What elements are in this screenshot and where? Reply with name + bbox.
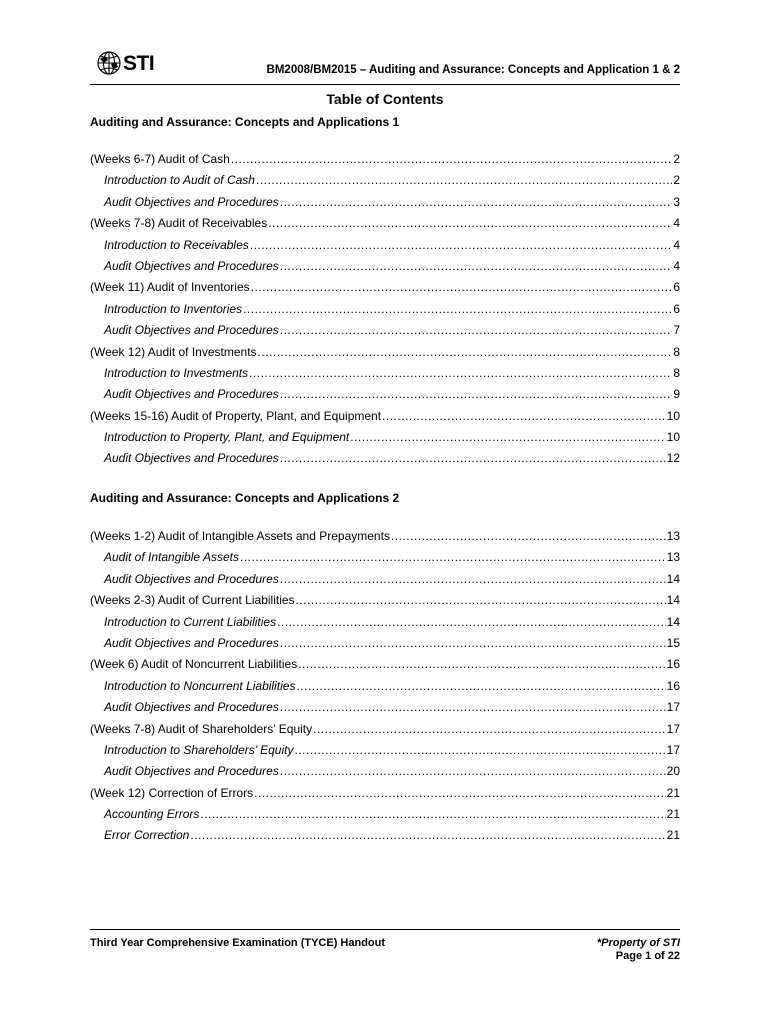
toc-leader-dots <box>280 450 666 466</box>
toc-leader-dots <box>258 344 673 360</box>
footer-handout-title: Third Year Comprehensive Examination (TYCE) Handout <box>90 937 386 949</box>
toc-page-number: 17 <box>666 721 680 736</box>
toc-page-number: 15 <box>666 635 680 650</box>
toc-entry-text: Introduction to Receivables <box>104 237 249 252</box>
toc-entry-text: Audit Objectives and Procedures <box>104 635 279 650</box>
toc-entry-text: Audit Objectives and Procedures <box>104 571 279 586</box>
toc-entry[interactable] <box>90 528 680 549</box>
footer-property: *Property of STI <box>596 937 680 949</box>
toc-entry[interactable] <box>90 408 680 429</box>
toc-leader-dots <box>280 322 673 338</box>
toc-subentry[interactable] <box>90 571 680 592</box>
toc-leader-dots <box>251 279 673 295</box>
toc-page-number: 14 <box>666 593 680 608</box>
toc-leader-dots <box>296 678 665 694</box>
toc-leader-dots <box>298 656 665 672</box>
toc-entry-text: (Week 12) Correction of Errors <box>90 785 254 800</box>
toc-leader-dots <box>190 827 665 843</box>
header-divider <box>90 84 680 85</box>
toc-subentry[interactable] <box>90 194 680 215</box>
toc-subentry[interactable] <box>90 678 680 699</box>
toc-page-number: 20 <box>666 764 680 779</box>
toc-subentry[interactable] <box>90 258 680 279</box>
toc-leader-dots <box>268 215 672 231</box>
toc-leader-dots <box>391 528 666 544</box>
toc-entry-text: (Weeks 1-2) Audit of Intangible Assets and Prepayments <box>90 529 390 543</box>
toc-leader-dots <box>280 194 673 210</box>
toc-subentry[interactable] <box>90 172 680 193</box>
toc-entry[interactable] <box>90 592 680 613</box>
toc-page-number: 17 <box>666 700 680 715</box>
toc-subentry[interactable] <box>90 827 680 848</box>
toc-leader-dots <box>382 408 666 424</box>
toc-leader-dots <box>254 785 665 801</box>
toc-entry-text: (Weeks 7-8) Audit of Shareholders’ Equity <box>90 721 313 736</box>
header-title: BM2008/BM2015 – Auditing and Assurance: Concepts and Application 1 & 2 <box>266 64 680 76</box>
toc-page-number: 21 <box>666 828 680 843</box>
toc-page-number: 13 <box>666 550 680 565</box>
toc-leader-dots <box>249 365 672 381</box>
toc-title: Table of Contents <box>326 91 444 107</box>
toc-subentry[interactable] <box>90 699 680 720</box>
toc-page-number: 6 <box>673 301 680 316</box>
toc-page-number: 17 <box>666 742 680 757</box>
toc-subentry[interactable] <box>90 450 680 471</box>
toc-entry-text: Introduction to Property, Plant, and Equipment <box>104 430 350 445</box>
toc-entry-text: Introduction to Inventories <box>104 301 243 316</box>
toc-page-number: 21 <box>666 785 680 800</box>
toc-subentry[interactable] <box>90 365 680 386</box>
toc-page-number: 2 <box>673 152 680 166</box>
globe-icon <box>96 50 122 76</box>
toc-entry-text: (Weeks 15-16) Audit of Property, Plant, and Equipment <box>90 408 382 423</box>
toc-page-number: 8 <box>673 365 680 380</box>
toc-page-number: 21 <box>666 807 680 822</box>
toc-entry-text: (Weeks 2-3) Audit of Current Liabilities <box>90 593 295 608</box>
toc-subentry[interactable] <box>90 429 680 450</box>
toc-subentry[interactable] <box>90 322 680 343</box>
toc-page-number: 6 <box>673 280 680 295</box>
page-footer <box>90 929 680 969</box>
toc-entry-text: Audit Objectives and Procedures <box>104 258 279 273</box>
section-heading-2: Auditing and Assurance: Concepts and Applications 2 <box>90 491 400 505</box>
toc-entry-text: Audit Objectives and Procedures <box>104 194 279 209</box>
toc-entry-text: Accounting Errors <box>104 807 200 822</box>
toc-page-number: 2 <box>673 173 680 188</box>
page-header <box>90 44 680 86</box>
toc-leader-dots <box>280 635 666 651</box>
toc-entry[interactable] <box>90 721 680 742</box>
toc-entry-text: Audit of Intangible Assets <box>104 550 239 565</box>
toc-leader-dots <box>200 806 665 822</box>
toc-entry-text: Introduction to Audit of Cash <box>104 173 255 188</box>
toc-page-number: 3 <box>673 194 680 209</box>
toc-entry-text: Introduction to Noncurrent Liabilities <box>104 678 296 693</box>
toc-entry-text: Audit Objectives and Procedures <box>104 387 279 402</box>
toc-leader-dots <box>294 742 665 758</box>
toc-leader-dots <box>280 571 666 587</box>
toc-page-number: 4 <box>673 237 680 252</box>
toc-entry-text: (Week 11) Audit of Inventories <box>90 280 250 295</box>
toc-list-1 <box>90 151 680 472</box>
toc-page-number: 9 <box>673 387 680 402</box>
toc-entry-text: Audit Objectives and Procedures <box>104 451 279 466</box>
toc-entry[interactable] <box>90 344 680 365</box>
toc-page-number: 4 <box>673 258 680 273</box>
toc-entry-text: (Weeks 6-7) Audit of Cash <box>90 152 230 166</box>
toc-leader-dots <box>350 429 665 445</box>
toc-entry-text: (Week 6) Audit of Noncurrent Liabilities <box>90 657 298 672</box>
toc-entry[interactable] <box>90 215 680 236</box>
toc-entry-text: Introduction to Investments <box>104 365 249 380</box>
toc-page-number: 13 <box>666 529 680 543</box>
toc-leader-dots <box>231 151 672 167</box>
toc-entry-text: Audit Objectives and Procedures <box>104 764 279 779</box>
toc-leader-dots <box>280 258 673 274</box>
toc-entry-text: Audit Objectives and Procedures <box>104 700 279 715</box>
toc-page-number: 8 <box>673 344 680 359</box>
toc-subentry[interactable] <box>90 742 680 763</box>
toc-subentry[interactable] <box>90 635 680 656</box>
toc-entry-text: Error Correction <box>104 828 190 843</box>
toc-leader-dots <box>277 614 666 630</box>
toc-subentry[interactable] <box>90 806 680 827</box>
section-heading-1: Auditing and Assurance: Concepts and Applications 1 <box>90 115 400 129</box>
toc-page-number: 12 <box>666 451 680 466</box>
toc-leader-dots <box>280 699 666 715</box>
toc-subentry[interactable] <box>90 301 680 322</box>
toc-page-number: 7 <box>673 323 680 338</box>
toc-entry[interactable] <box>90 151 680 172</box>
toc-leader-dots <box>250 237 673 253</box>
footer-divider <box>90 929 680 930</box>
toc-page-number: 10 <box>666 408 680 423</box>
toc-leader-dots <box>243 301 672 317</box>
toc-entry-text: (Weeks 7-8) Audit of Receivables <box>90 216 268 231</box>
footer-right <box>597 937 680 963</box>
toc-page-number: 4 <box>673 216 680 231</box>
sti-logo <box>96 50 154 76</box>
toc-leader-dots <box>256 172 672 188</box>
toc-page-number: 10 <box>666 430 680 445</box>
toc-leader-dots <box>240 549 666 565</box>
toc-entry-text: (Week 12) Audit of Investments <box>90 344 257 359</box>
toc-entry[interactable] <box>90 279 680 300</box>
toc-page-number: 14 <box>666 614 680 629</box>
toc-leader-dots <box>280 763 666 779</box>
toc-entry[interactable] <box>90 656 680 677</box>
toc-subentry[interactable] <box>90 549 680 570</box>
toc-leader-dots <box>313 721 666 737</box>
toc-leader-dots <box>296 592 666 608</box>
toc-leader-dots <box>280 386 673 402</box>
toc-entry-text: Audit Objectives and Procedures <box>104 323 279 338</box>
toc-entry-text: Introduction to Shareholders’ Equity <box>104 742 294 757</box>
footer-page-number: Page 1 of 22 <box>615 950 680 962</box>
toc-page-number: 16 <box>666 678 680 693</box>
toc-subentry[interactable] <box>90 614 680 635</box>
toc-subentry[interactable] <box>90 763 680 784</box>
logo-text: STI <box>123 51 155 75</box>
toc-page-number: 16 <box>666 657 680 672</box>
toc-entry[interactable] <box>90 785 680 806</box>
toc-entry-text: Introduction to Current Liabilities <box>104 614 277 629</box>
toc-subentry[interactable] <box>90 386 680 407</box>
toc-page-number: 14 <box>666 571 680 586</box>
toc-subentry[interactable] <box>90 237 680 258</box>
toc-list-2 <box>90 528 680 849</box>
